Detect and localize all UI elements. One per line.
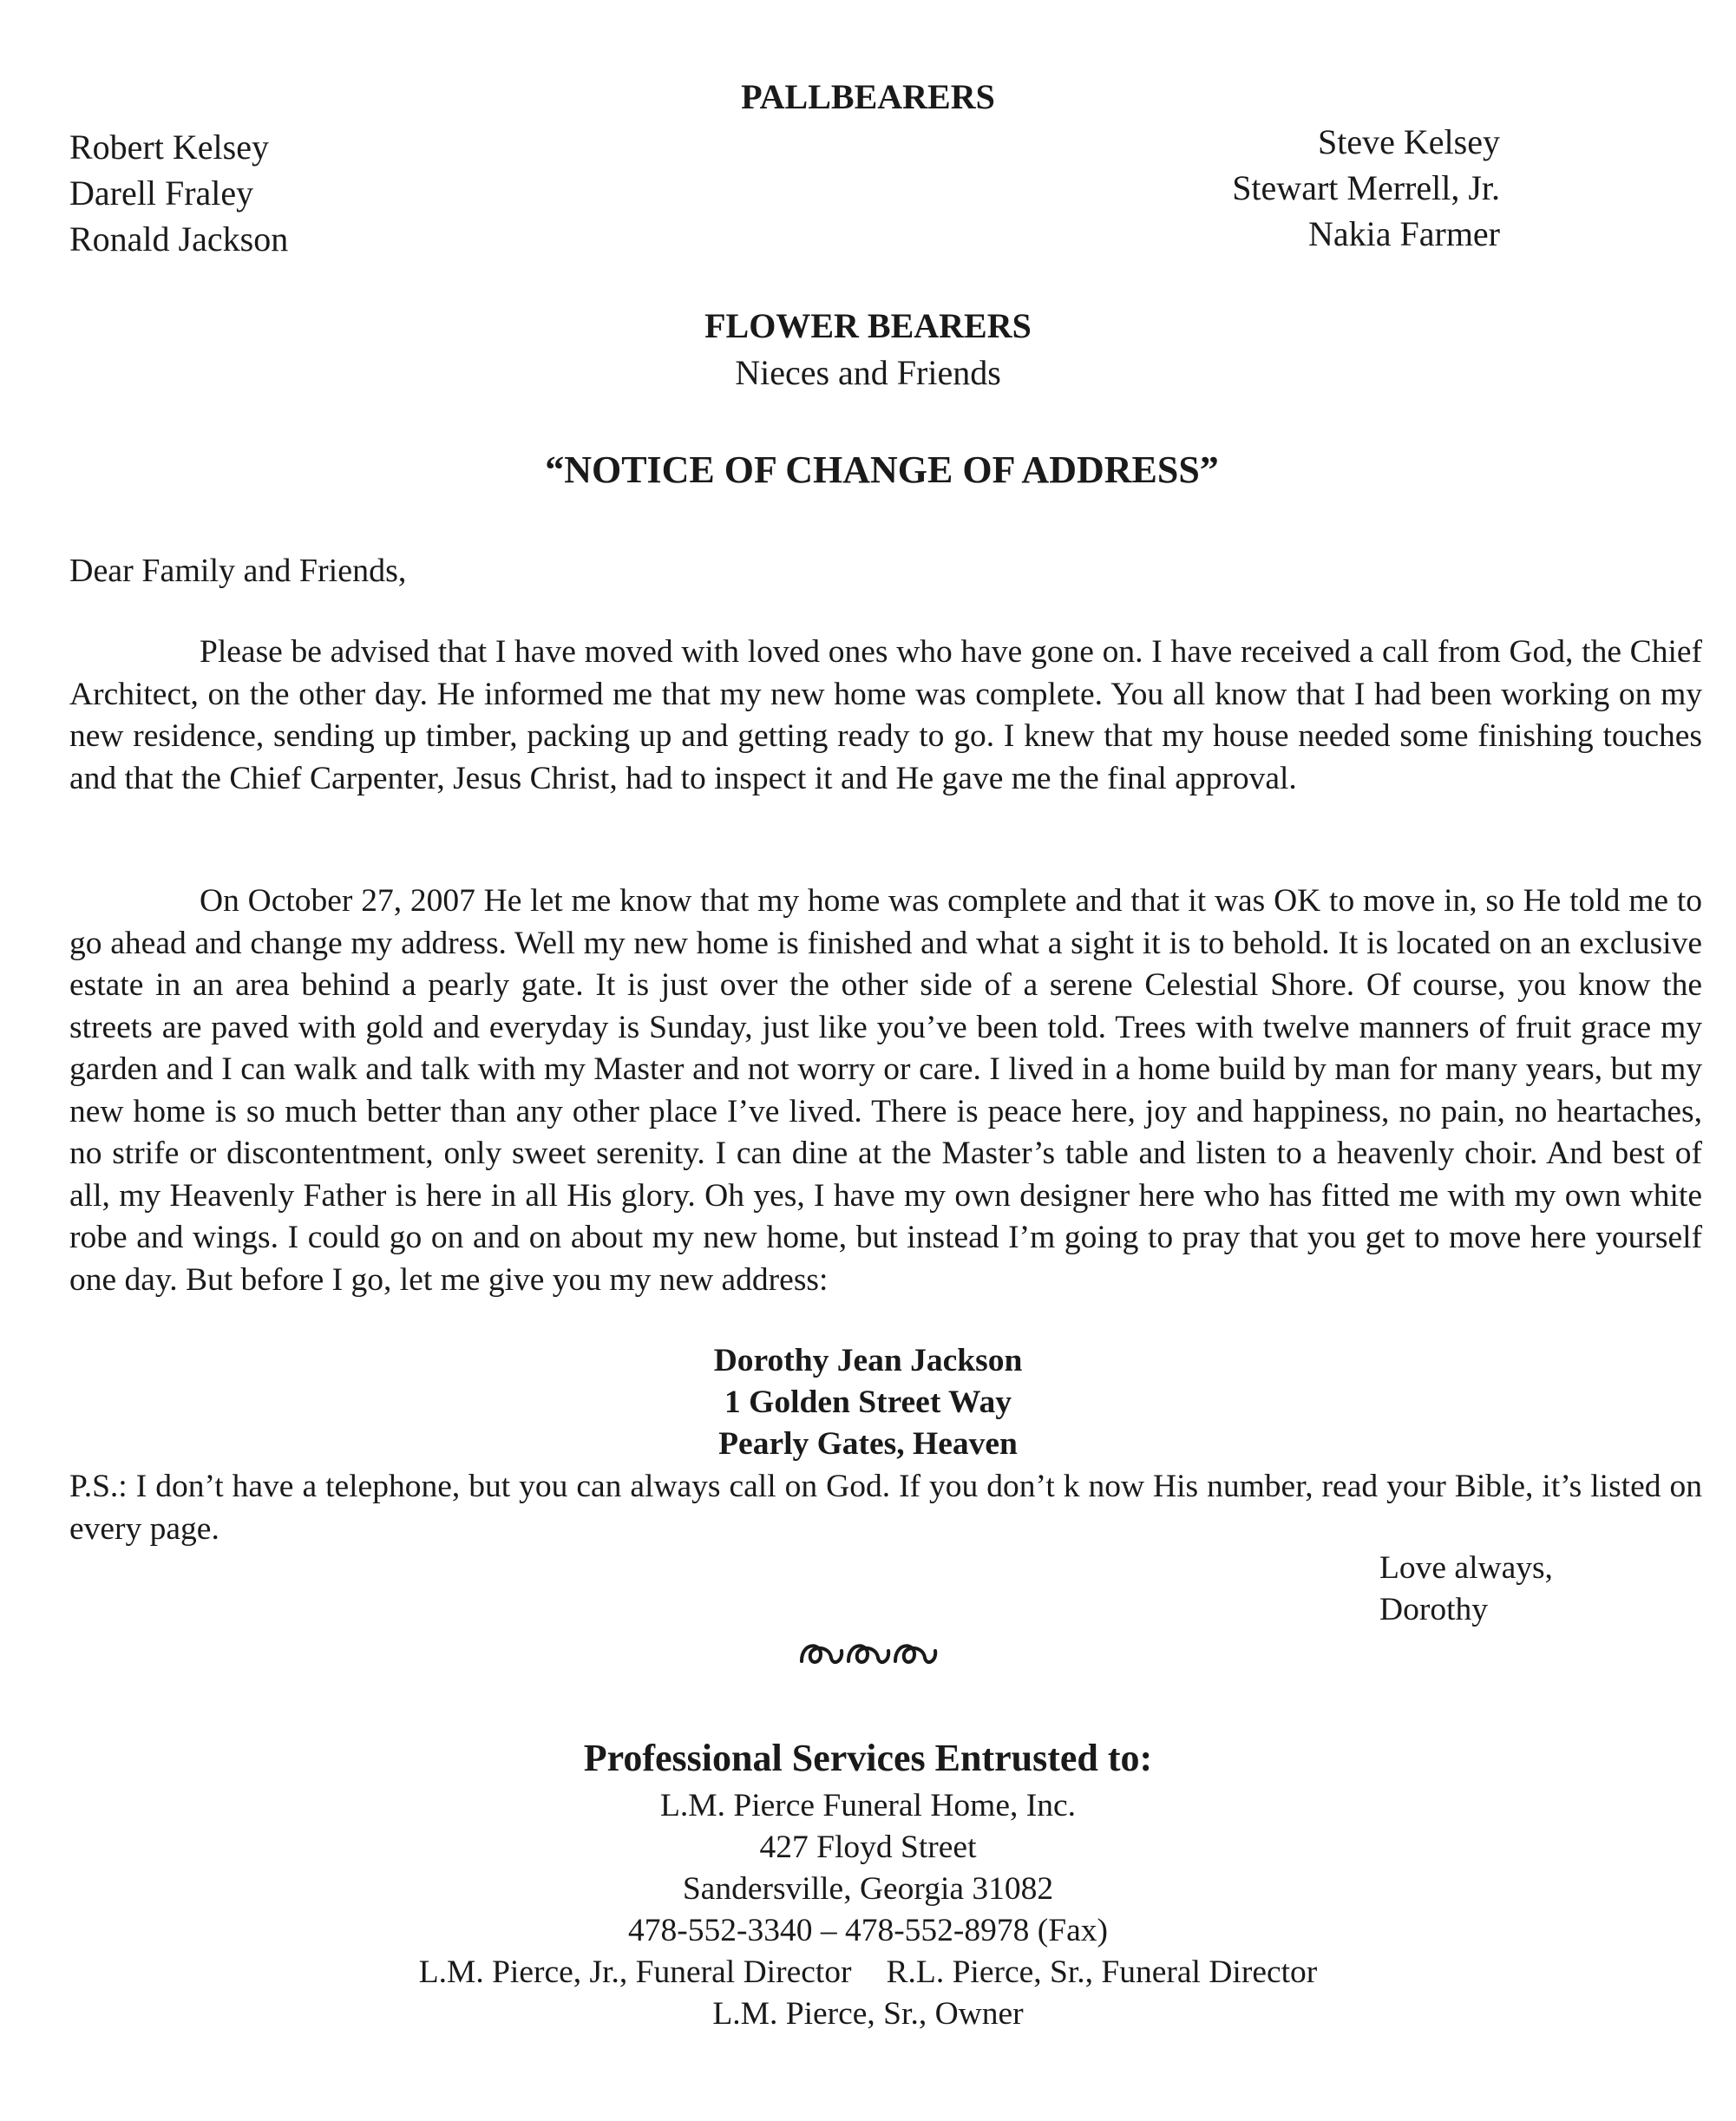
paragraph-text: Please be advised that I have moved with loved ones who have gone on. I have received a call from God, the Chief Architect, on the other day. He informed me that my new home was complete. You all know that I had been working on my new residence, sending up timber, packing up and getting ready to go. I knew that my house needed some finishing touches and that the Chief Carpenter, Jesus Christ, had to inspect it and He gave me the final approval. [69,634,1702,796]
new-address [0,1340,1736,1465]
funeral-home-street: 427 Floyd Street [759,1830,977,1865]
pallbearer-name: Stewart Merrell, Jr. [1232,168,1500,207]
address-city: Pearly Gates, Heaven [718,1426,1018,1462]
pallbearers-right-list [1232,119,1500,257]
pallbearers-left-list [69,124,288,262]
pallbearer-name: Steve Kelsey [1318,122,1500,161]
funeral-home-name: L.M. Pierce Funeral Home, Inc. [659,1788,1077,1823]
pallbearer-name: Darell Fraley [69,173,254,213]
address-name: Dorothy Jean Jackson [713,1343,1023,1378]
services-title: Professional Services Entrusted to: [583,1737,1153,1779]
signature: Dorothy [1379,1592,1488,1627]
ornament-scroll-icon [795,1635,942,1670]
director-right: R.L. Pierce, Sr., Funeral Director [886,1954,1318,1990]
closing-text: Love always, [1379,1550,1553,1586]
director-left: L.M. Pierce, Jr., Funeral Director [418,1954,852,1990]
closing [1379,1548,1553,1631]
pallbearer-name: Ronald Jackson [69,219,289,259]
letter-paragraph-1 [69,632,1702,800]
pallbearer-name: Nakia Farmer [1307,214,1500,253]
funeral-directors [0,1952,1736,1993]
professional-services [0,1733,1736,2035]
letter-paragraph-2 [69,880,1702,1301]
ornament-scroll-icon [0,1635,1736,1674]
flower-bearers-text: Nieces and Friends [735,353,1001,392]
salutation: Dear Family and Friends, [69,553,407,589]
owner: L.M. Pierce, Sr., Owner [712,1996,1024,2032]
funeral-home-phone: 478-552-3340 – 478-552-8978 (Fax) [627,1913,1109,1948]
notice-title: “NOTICE OF CHANGE OF ADDRESS” [545,448,1219,491]
address-street: 1 Golden Street Way [724,1385,1012,1420]
funeral-home-city: Sandersville, Georgia 31082 [682,1871,1054,1907]
paragraph-text: On October 27, 2007 He let me know that my home was complete and that it was OK to move in, so He told me to go ahead and change my address. Well my new home is finished and what a sight it is to behold. It is located on an exclusive estate in an area behind a pearly gate. It is just over the other side of a serene Celestial Shore. Of course, you know the streets are paved with gold and everyday is Sunday, just like you’ve been told. Trees with twelve manners of fruit grace my garden and I can walk and talk with my Master and not worry or care. I lived in a home build by man for many years, but my new home is so much better than any other place I’ve lived. There is peace here, joy and happiness, no pain, no heartaches, no strife or discontentment, only sweet serenity. I can dine at the Master’s table and listen to a heavenly choir. And best of all, my Heavenly Father is here in all His glory. Oh yes, I have my own designer here who has fitted me with my own white robe and wings. I could go on and on about my new home, but instead I’m going to pray that you get to move here yourself one day. But before I go, let me give you my new address: [69,883,1702,1298]
postscript: P.S.: I don’t have a telephone, but you can always call on God. If you don’t k now His number, read your Bible, it’s listed on every page. [69,1469,1702,1547]
pallbearers-heading: PALLBEARERS [741,77,995,116]
flower-bearers-heading: FLOWER BEARERS [704,306,1032,345]
pallbearer-name: Robert Kelsey [69,128,269,167]
